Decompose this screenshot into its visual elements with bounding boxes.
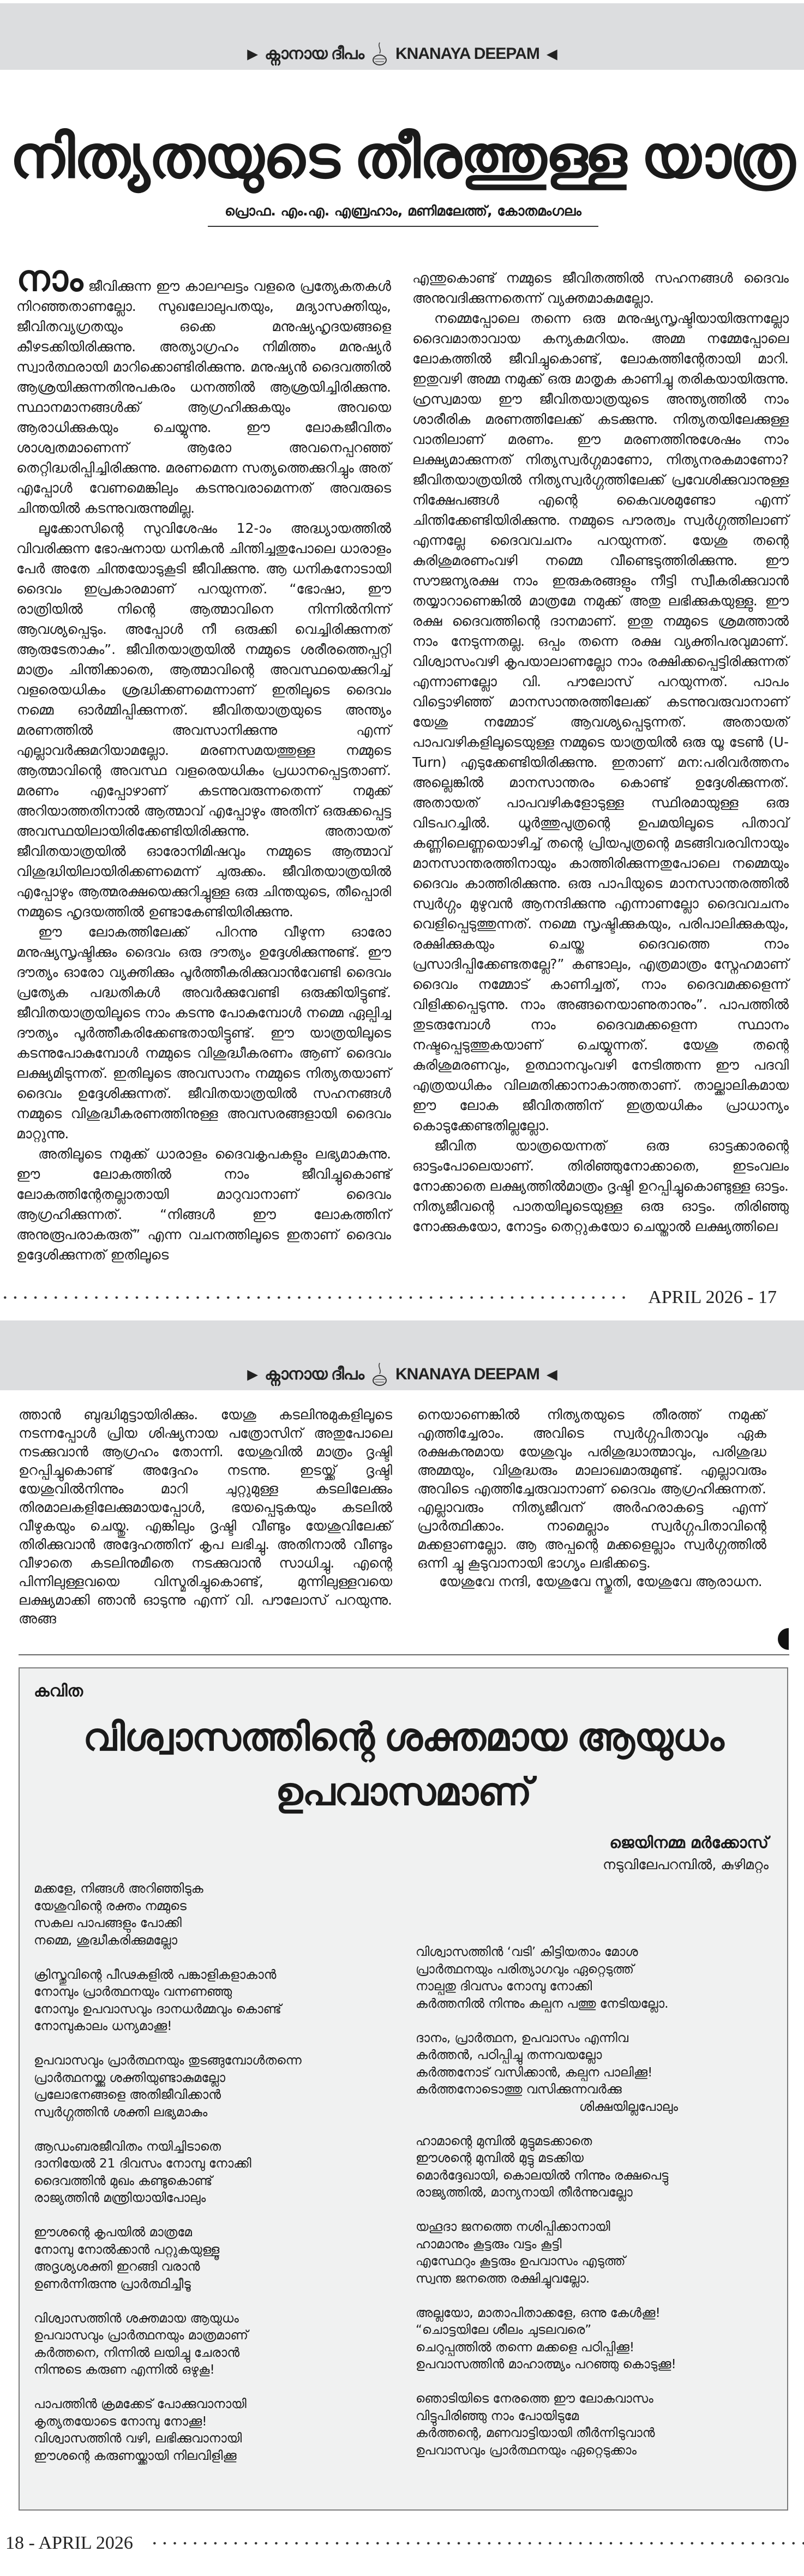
drop-cap-word: നാം: [16, 257, 83, 299]
poem-line: ചെറുപ്പത്തിൽ തന്നെ മക്കളെ പഠിപ്പിക്കൂ!: [416, 2340, 635, 2355]
paragraph: എന്തുകൊണ്ട് നമ്മുടെ ജീവിതത്തിൽ സഹനങ്ങൾ ദൈവം അനുവദിക്കുന്നതെന്ന് വ്യക്തമാകുമല്ലോ.: [412, 270, 789, 306]
paragraph: ജീവിത യാത്രയെന്നത് ഒരു ഓട്ടക്കാരന്റെ ഓട്ടംപോലെയാണ്. തിരിഞ്ഞുനോക്കാതെ, ഇടംവലം നോക്കാതെ ലക്ഷ്യത്തിൽമാത്രം ദൃഷ്ടി ഉറപ്പിച്ചുകൊണ്ടുള്ള ഓട്ടം. നിത്യജീവന്റെ പാതയിലൂടെയുള്ള ഒരു ഓട്ടം. തിരിഞ്ഞു നോക്കുകയോ, നോട്ടം തെറ്റുകയോ ചെയ്താൽ ലക്ഷ്യത്തിലെ: [412, 1138, 789, 1234]
poem-section-label: കവിത: [34, 1682, 83, 1701]
page1-footer: APRIL 2026 - 17: [648, 1287, 777, 1307]
poem-stanza: [416, 2305, 765, 2374]
poem-line: നിന്നുടെ കരുണ എന്നിൽ ഒഴുകൂ!: [34, 2363, 215, 2377]
poem-stanza: [34, 2396, 394, 2465]
page2-columns: [19, 1406, 804, 1628]
paragraph-text: ജീവിക്കുന്ന ഈ കാലഘട്ടം വളരെ പ്രത്യേകതകൾ നിറഞ്ഞതാണല്ലോ. സുഖലോലുപതയും, മദ്യാസക്തിയും, ജീവിതവ്യഗ്രതയും ഒക്കെ മനുഷ്യഹൃദയങ്ങളെ കീഴടക്കിയിരിക്കുന്നു. അത്യാഗ്രഹം നിമിത്തം മനുഷ്യർ സ്വാർത്ഥരായി മാറിക്കൊണ്ടിരിക്കുന്നു. മനുഷ്യൻ ദൈവത്തിൽ ആശ്രയിക്കുന്നതിനുപകരം ധനത്തിൽ ആശ്രയിച്ചിരിക്കുന്നു. സ്ഥാനമാനങ്ങൾക്ക് ആഗ്രഹിക്കുകയും അവയെ ആരാധിക്കുകയും ചെയ്യുന്നു. ഈ ലോകജീവിതം ശാശ്വതമാണെന്ന് ആരോ അവനെപ്പറഞ്ഞ് തെറ്റിദ്ധരിപ്പിച്ചിരിക്കുന്നു. മരണമെന്ന സത്യത്തെക്കുറിച്ചും അത് എപ്പോൾ വേണമെങ്കിലും കടന്നുവരാമെന്നത് അവരുടെ ചിന്തയിൽ കടന്നുവരുന്നുമില്ല.: [16, 278, 391, 516]
poem-line: അല്ലയോ, മാതാപിതാക്കളേ, ഒന്നു കേൾക്കൂ!: [416, 2305, 661, 2320]
poem-line: ഈശന്റെ കരുണയ്ക്കായി നിലവിളിക്കൂ: [34, 2448, 237, 2463]
poem-line: വിശ്വാസത്തിൻ ശക്തമായ ആയുധം: [34, 2311, 239, 2326]
poem-line: പ്രാർത്ഥനയും പരിത്യാഗവും ഏറ്റെടുത്ത്: [416, 1962, 634, 1977]
poem-line: ഉപവാസവും പ്രാർത്ഥനയും ഏറ്റെടുക്കാം: [416, 2443, 637, 2458]
poem-line: സ്വർഗ്ഗത്തിൻ ശക്തി ലഭ്യമാകും: [34, 2105, 208, 2119]
poem-stanza: [34, 2224, 394, 2293]
poem-line: നോമ്പും പ്രാർത്ഥനയും വന്നണഞ്ഞു: [34, 1985, 232, 1999]
poem-stanza: [416, 2219, 765, 2287]
paragraph: നമ്മെപ്പോലെ തന്നെ ഒരു മനുഷ്യസൃഷ്ടിയായിരുന്നല്ലോ ദൈവമാതാവായ കന്യകമറിയം. അമ്മ നമ്മേപ്പോലെ ലോകത്തിൽ ജീവിച്ചുകൊണ്ട്, ലോകത്തിന്റേതായി മാറി. ഇതുവഴി അമ്മ നമുക്ക് ഒരു മാതൃക കാണിച്ചു തരികയായിരുന്നു. ഹ്രസ്വമായ ഈ ജീവിതയാത്രയുടെ അന്ത്യത്തിൽ നാം ശാരീരിക മരണത്തിലേക്ക് കടക്കുന്നു. നിത്യതയിലേക്കുള്ള വാതിലാണ് മരണം. ഈ മരണത്തിനുശേഷം നാം ലക്ഷ്യമാക്കുന്നത് നിത്യസ്വർഗ്ഗമാണോ, നിത്യനരകമാണോ? ജീവിതയാത്രയിൽ നിത്യസ്വർഗ്ഗത്തിലേക്ക് പ്രവേശിക്കുവാനുള്ള നിക്ഷേപങ്ങൾ എന്റെ കൈവശമുണ്ടോ എന്ന് ചിന്തിക്കേണ്ടിയിരിക്കുന്നു. നമ്മുടെ പൗരത്വം സ്വർഗ്ഗത്തിലാണ് എന്നല്ലേ ദൈവവചനം പറയുന്നത്. യേശു തന്റെ കുരിശുമരണംവഴി നമ്മെ വീണ്ടെടുത്തിരിക്കുന്നു. ഈ സൗജന്യരക്ഷ നാം ഇരുകരങ്ങളും നീട്ടി സ്വീകരിക്കുവാൻ തയ്യാറാണെങ്കിൽ മാത്രമേ നമുക്ക് അതു ലഭിക്കുകയുള്ളു. ഈ രക്ഷ ദൈവത്തിന്റെ ദാനമാണ്. ഇതു നമ്മുടെ ശ്രമത്താൽ നാം നേടുന്നതല്ല. ഒപ്പം തന്നെ രക്ഷ വ്യക്തിപരവുമാണ്. വിശ്വാസംവഴി കൃപയാലാണല്ലോ നാം രക്ഷിക്കപ്പെട്ടിരിക്കുന്നത് എന്നാണല്ലോ വി. പൗലോസ് പറയുന്നത്. പാപം വിട്ടൊഴിഞ്ഞ് മാനസാന്തരത്തിലേക്ക് കടന്നുവരുവാനാണ് യേശു നമ്മോട് ആവശ്യപ്പെടുന്നത്. അതായത് പാപവഴികളിലൂടെയുള്ള നമ്മുടെ യാത്രയിൽ ഒരു യൂ ടേൺ (U- Turn) എടുക്കേണ്ടിയിരിക്കുന്നു. ഇതാണ് മന:പരിവർത്തനം അല്ലെങ്കിൽ മാനസാന്തരം കൊണ്ട് ഉദ്ദേശിക്കുന്നത്. അതായത് പാപവഴികളോടുള്ള സ്ഥിരമായുള്ള ഒരു വിടപറച്ചിൽ. ധൂർത്തുപുത്രന്റെ ഉപമയിലൂടെ പിതാവ് കണ്ണിലെണ്ണയൊഴിച്ച് തന്റെ പ്രിയപുത്രന്റെ മടങ്ങിവരവിനായും മാനസാന്തരത്തിനായും കാത്തിരിക്കുന്നതുപോലെ നമ്മെയും ദൈവം കാത്തിരിക്കുന്നു. ഒരു പാപിയുടെ മാനസാന്തരത്തിൽ സ്വർഗ്ഗം മുഴുവൻ ആനന്ദിക്കുന്നു എന്നാണല്ലോ ദൈവവചനം വെളിപ്പെടുത്തുന്നത്. നമ്മെ സൃഷ്ടിക്കുകയും, പരിപാലിക്കുകയും, രക്ഷിക്കുകയും ചെയ്ത ദൈവത്തെ നാം പ്രസാദിപ്പിക്കേണ്ടതല്ലേ?” കണ്ടാലും, എത്രമാത്രം സ്നേഹമാണ് ദൈവം നമ്മോട് കാണിച്ചത്, നാം ദൈവമക്കളെന്ന് വിളിക്കപ്പെടുന്നു. നാം അങ്ങനെയാണുതാനും”. പാപത്തിൽ തുടരുമ്പോൾ നാം ദൈവമക്കളെന്ന സ്ഥാനം നഷ്ടപ്പെടുത്തുകയാണ് ചെയ്യുന്നത്. യേശു തന്റെ കുരിശുമരണവും, ഉത്ഥാനവുംവഴി നേടിത്തന്ന ഈ പദവി എത്രയധികം വിലമതിക്കാനാകാത്തതാണ്. താല്ക്കാലികമായ ഈ ലോക ജീവിതത്തിന് ഇത്രയധികം പ്രാധാന്യം കൊടുക്കേണ്ടതില്ലല്ലോ.: [412, 310, 789, 1133]
paragraph: ലൂക്കോസിന്റെ സുവിശേഷം 12-ാം അദ്ധ്യായത്തിൽ വിവരിക്കുന്ന ഭോഷനായ ധനികൻ ചിന്തിച്ചതുപോലെ ധാരാളം പേർ അതേ ചിന്തയോടുകൂടി ജീവിക്കുന്നു. ആ ധനികനോടായി ദൈവം ഇപ്രകാരമാണ് പറയുന്നത്. “ഭോഷാ, ഈ രാത്രിയിൽ നിന്റെ ആത്മാവിനെ നിന്നിൽനിന്ന് ആവശ്യപ്പെടും. അപ്പോൾ നീ ഒരുക്കി വെച്ചിരിക്കുന്നത് ആരുടേതാകും”. ജീവിതയാത്രയിൽ നമ്മുടെ ശരീരത്തെപ്പറ്റി മാത്രം ചിന്തിക്കാതെ, ആത്മാവിന്റെ അവസ്ഥയെക്കുറിച്ച് വളരെയധികം ശ്രദ്ധിക്കണമെന്നാണ് ഇതിലൂടെ ദൈവം നമ്മെ ഓർമ്മിപ്പിക്കുന്നത്. ജീവിതയാത്രയുടെ അന്ത്യം മരണത്തിൽ അവസാനിക്കുന്നു എന്ന് എല്ലാവർക്കുമറിയാമല്ലോ. മരണസമയത്തുള്ള നമ്മുടെ ആത്മാവിന്റെ അവസ്ഥ വളരെയധികം പ്രധാനപ്പെട്ടതാണ്. മരണം എപ്പോഴാണ് കടന്നുവരുന്നതെന്ന് നമുക്ക് അറിയാത്തതിനാൽ ആത്മാവ് എപ്പോഴും അതിന് ഒരുക്കപ്പെട്ട അവസ്ഥയിലായിരിക്കേണ്ടിയിരിക്കുന്നു. അതായത് ജീവിതയാത്രയിൽ ഓരോനിമിഷവും നമ്മുടെ ആത്മാവ് വിശുദ്ധിയിലായിരിക്കണമെന്ന് ചുരുക്കം. ജീവിതയാത്രയിൽ എപ്പോഴും ആത്മരക്ഷയെക്കുറിച്ചുള്ള ഒരു ചിന്തയുടെ, തീപ്പൊരി നമ്മുടെ ഹൃദയത്തിൽ ഉണ്ടാകേണ്ടിയിരിക്കുന്നു.: [16, 520, 391, 920]
poem-stanza: [416, 2133, 765, 2202]
end-mark: [778, 1628, 789, 1650]
poem-line: പ്രലോഭനങ്ങളെ അതിജീവിക്കാൻ: [34, 2088, 221, 2102]
poem-line: കർത്തനിൽ നിന്നും കല്പന പത്തു നേടിയല്ലോ.: [416, 1996, 669, 2011]
poem-stanza: [416, 1944, 765, 2013]
poem-line: വിട്ടുപിരിഞ്ഞു നാം പോയിടുമേ: [416, 2409, 579, 2423]
poem-stanza: [416, 2391, 765, 2459]
poem-line: സ്വന്ത ജനത്തെ രക്ഷിച്ചുവല്ലോ.: [416, 2271, 590, 2286]
poem-stanza: [34, 2052, 394, 2121]
page1-masthead: [248, 41, 557, 70]
paragraph: നെയാണെങ്കിൽ നിത്യതയുടെ തീരത്ത് നമുക്ക് എത്തിച്ചേരാം. അവിടെ സ്വർഗ്ഗപിതാവും ഏക രക്ഷകനുമായ യേശുവും പരിശുദ്ധാത്മാവും, പരിശുദ്ധ അമ്മയും, വിശുദ്ധരും മാലാഖമാരുമുണ്ട്. എല്ലാവരും അവിടെ എത്തിച്ചേരുവാനാണ് ദൈവം ആഗ്രഹിക്കുന്നത്. എല്ലാവരും നിത്യജീവന് അർഹരാകട്ടെ എന്ന് പ്രാർത്ഥിക്കാം. നാമെല്ലാം സ്വർഗ്ഗപിതാവിന്റെ മക്കളാണല്ലോ. ആ അപ്പന്റെ മക്കളെല്ലാം സ്വർഗ്ഗത്തിൽ ഒന്നി ച്ചു കൂടുവാനായി ഭാഗ്യം ലഭിക്കട്ടെ.: [417, 1407, 766, 1571]
page2-footer-row: [0, 2527, 804, 2560]
footer-dotted-leader: [149, 2541, 804, 2545]
poem-line: ദാനിയേൽ 21 ദിവസം നോമ്പു നോക്കി: [34, 2157, 251, 2171]
poem-line: മൊർദ്ദേഖായി, കൊലയിൽ നിന്നും രക്ഷപെട്ടു: [416, 2168, 669, 2183]
poem-line: “ചൊട്ടയിലേ ശീലം ചുടലവരെ”: [416, 2323, 592, 2337]
poem-author: ജെയിനമ്മ മർക്കോസ്: [609, 1833, 769, 1852]
poem-line: ആഡംബരജീവിതം നയിച്ചിടാതെ: [34, 2139, 221, 2154]
poem-line: ഉപവാസവും പ്രാർത്ഥനയും മാത്രമാണ്: [34, 2328, 248, 2343]
poem-line: നോമ്പു നോൽക്കാൻ പറ്റുകയുള്ളൂ: [34, 2242, 220, 2257]
poem-box: [19, 1667, 788, 2511]
poem-line: യേശുവിന്റെ രക്തം നമ്മുടെ: [34, 1899, 187, 1913]
poem-line: ഹാമാനും കൂട്ടരും വട്ടം കൂട്ടി: [416, 2237, 562, 2251]
poem-stanza: [34, 2310, 394, 2379]
page1-right-column: [412, 268, 789, 1236]
masthead-english: KNANAYA DEEPAM: [395, 45, 539, 63]
poem-line: വിശ്വാസത്തിൻ വഴി, ലഭിക്കുവാനായി: [34, 2431, 242, 2446]
poem-line: നോമ്പും ഉപവാസവും ദാനധർമ്മവും കൊണ്ട്: [34, 2002, 281, 2016]
poem-line: നമ്മെ, ശുദ്ധീകരിക്കുമല്ലോ: [34, 1933, 178, 1948]
poem-stanza: [416, 2030, 765, 2116]
poem-line: നാല്പതു ദിവസം നോമ്പു നോക്കി: [416, 1979, 592, 1993]
paragraph: ത്താൻ ബുദ്ധിമുട്ടായിരിക്കും. യേശു കടലിനുമുകളിലൂടെ നടന്നപ്പോൾ പ്രിയ ശിഷ്യനായ പത്രോസിന് അതുപോലെ നടക്കുവാൻ ആഗ്രഹം തോന്നി. യേശുവിൽ മാത്രം ദൃഷ്ടി ഉറപ്പിച്ചുകൊണ്ട് അദ്ദേഹം നടന്നു. ഇടയ്ക്ക് ദൃഷ്ടി യേശുവിൽനിന്നും മാറി ചുറ്റുമുള്ള കടലിലേക്കും തിരമാലകളിലേക്കുമായപ്പോൾ, ഭയപ്പെടുകയും കടലിൽ വീഴുകയും ചെയ്തു. എങ്കിലും ദൃഷ്ടി വീണ്ടും യേശുവിലേക്ക് തിരിക്കുവാൻ അദ്ദേഹത്തിന് കൃപ ലഭിച്ചു. അതിനാൽ വീണ്ടും വീഴാതെ കടലിനുമീതെ നടക്കുവാൻ സാധിച്ചു. എന്റെ പിന്നിലുള്ളവയെ വിസ്മരിച്ചുകൊണ്ട്, മുന്നിലുള്ളവയെ ലക്ഷ്യമാക്കി ഞാൻ ഓടുന്നു എന്ന് വി. പൗലോസ് പറയുന്നു. അങ്ങ: [19, 1407, 392, 1626]
section-separator: [19, 1654, 789, 1655]
poem-line: ഈശന്റെ കൃപയിൽ മാത്രമേ: [34, 2225, 192, 2239]
poem-line: കർത്തനോട് വസിക്കാൻ, കല്പന പാലിക്കൂ!: [416, 2065, 653, 2080]
poem-line: പ്രാർത്ഥനയ്ക്കു ശക്തിയുണ്ടാകുമല്ലോ: [34, 2070, 225, 2085]
oil-lamp-icon: [371, 41, 388, 67]
poem-line: കർത്തന്റെ, മണവാട്ടിയായി തീർന്നിടുവാൻ: [416, 2426, 655, 2440]
page2-left-column: [19, 1406, 392, 1628]
masthead-english: KNANAYA DEEPAM: [395, 1365, 539, 1383]
paragraph: ഈ ലോകത്തിലേക്ക് പിറന്നു വീഴുന്ന ഓരോ മനുഷ്യസൃഷ്ടിക്കും ദൈവം ഒരു ദൗത്യം ഉദ്ദേശിക്കുന്നുണ്ട്. ഈ ദൗത്യം ഓരോ വ്യക്തിക്കും പൂർത്തീകരിക്കുവാൻവേണ്ടി ദൈവം പ്രത്യേക പദ്ധതികൾ അവർക്കുവേണ്ടി ഒരുക്കിയിട്ടുണ്ട്. ജീവിതയാത്രയിലൂടെ നാം കടന്നു പോകുമ്പോൾ നമ്മെ ഏല്പിച്ച ദൗത്യം പൂർത്തീകരിക്കേണ്ടതായിട്ടുണ്ട്. ഈ യാത്രയിലൂടെ കടന്നുപോകുമ്പോൾ നമ്മുടെ വിശുദ്ധീകരണം ആണ് ദൈവം ലക്ഷ്യമിടുന്നത്. ഇതിലൂടെ അവസാനം നമ്മുടെ നിത്യതയാണ് ദൈവം ഉദ്ദേശിക്കുന്നത്. ജീവിതയാത്രയിൽ സഹനങ്ങൾ നമ്മുടെ വിശുദ്ധീകരണത്തിനുള്ള അവസരങ്ങളായി ദൈവം മാറ്റുന്നു.: [16, 924, 391, 1142]
poem-line: ഉപവാസത്തിൻ മാഹാത്മ്യം പറഞ്ഞു കൊടുക്കൂ!: [416, 2357, 676, 2371]
poem-stanza: [34, 1881, 394, 1949]
poem-line: ക്രിസ്തുവിന്റെ പീഢകളിൽ പങ്കാളികളാകാൻ: [34, 1967, 277, 1982]
closing-line: യേശുവേ നന്ദി, യേശുവേ സ്തുതി, യേശുവേ ആരാധന.: [439, 1574, 763, 1589]
article-title: നിത്യതയുടെ തീരത്തുള്ള യാത്ര: [10, 124, 794, 190]
page2-footer: 18 - APRIL 2026: [5, 2532, 133, 2553]
paragraph: അതിലൂടെ നമുക്ക് ധാരാളം ദൈവകൃപകളും ലഭ്യമാകുന്നു. ഈ ലോകത്തിൽ നാം ജീവിച്ചുകൊണ്ട് ലോകത്തിന്റേതല്ലാതായി മാറുവാനാണ് ദൈവം ആഗ്രഹിക്കുന്നത്. “നിങ്ങൾ ഈ ലോകത്തിന് അനുരൂപരാകരുത്” എന്ന വചനത്തിലൂടെ ഇതാണ് ദൈവം ഉദ്ദേശിക്കുന്നത് ഇതിലൂടെ: [16, 1146, 391, 1263]
poem-line: ഈശന്റെ മുമ്പിൽ മുട്ടു മടക്കിയ: [416, 2151, 584, 2165]
page1-header-band: [0, 3, 804, 70]
poem-line: സകല പാപങ്ങളും പോക്കി: [34, 1916, 182, 1930]
poem-line: ഉപവാസവും പ്രാർത്ഥനയും തുടങ്ങുമ്പോൾതന്നെ: [34, 2053, 302, 2068]
poem-stanza: [34, 1967, 394, 2035]
poem-left-column: [34, 1881, 394, 2482]
page2-header-band: [0, 1320, 804, 1390]
poem-line: ഉണർന്നിരുന്നു പ്രാർത്ഥിച്ചീടൂ: [34, 2277, 191, 2291]
poem-line: ഹാമാന്റെ മുമ്പിൽ മുട്ടുമടക്കാതെ: [416, 2134, 592, 2148]
poem-line: യഹൂദാ ജനത്തെ നശിപ്പിക്കാനായി: [416, 2220, 610, 2234]
page1-footer-row: [0, 1281, 804, 1314]
page1-columns: [16, 257, 804, 1265]
triangle-right-icon: ▶: [247, 1367, 257, 1382]
masthead-malayalam: ക്നാനായ ദീപം: [265, 45, 364, 63]
article-byline: പ്രൊഫ. എം.എ. എബ്രഹാം, മണിമലേത്ത്, കോതമംഗലം: [208, 202, 598, 227]
poem-line: കർത്തനെ, നിന്നിൽ ലയിച്ചു ചേരാൻ: [34, 2345, 240, 2360]
poem-line: കൃത്യതയോടെ നോമ്പു നോക്കൂ!: [34, 2414, 207, 2429]
poem-line: വിശ്വാസത്തിൻ ‘വടി’ കിട്ടിയതാം മോശ: [416, 1945, 638, 1959]
paragraph: [16, 257, 391, 518]
poem-line: നോമ്പുകാലം ധന്യമാക്കൂ!: [34, 2019, 172, 2033]
poem-line: കർത്തനോടൊത്തു വസിക്കുന്നവർക്കു: [416, 2082, 622, 2097]
poem-line: ദൈവത്തിൻ മുഖം കണ്ടുകൊണ്ട്: [34, 2173, 213, 2188]
triangle-right-icon: ▶: [247, 46, 257, 62]
page1-left-column: [16, 257, 391, 1265]
poem-author-address: നടുവിലേപറമ്പിൽ, കുഴിമറ്റം: [602, 1857, 769, 1872]
page2-masthead: [248, 1362, 557, 1390]
page2-right-column: [417, 1406, 766, 1591]
poem-columns: [34, 1881, 773, 2482]
poem-line: ശിക്ഷയില്ലപോലും: [579, 2099, 679, 2114]
poem-title: വിശ്വാസത്തിന്റെ ശക്തമായ ആയുധം ഉപവാസമാണ്: [83, 1716, 724, 1813]
poem-stanza: [34, 2139, 394, 2207]
poem-line: പാപത്തിൻ ക്രമക്കേട് പോക്കുവാനായി: [34, 2397, 247, 2411]
poem-line: ദാനം, പ്രാർത്ഥന, ഉപവാസം എന്നിവ: [416, 2031, 628, 2045]
poem-line: എസ്ഥേറും കൂട്ടരും ഉപവാസം എടുത്ത്: [416, 2254, 626, 2268]
poem-line: കർത്തൻ, പഠിപ്പിച്ചു തന്നവയല്ലോ: [416, 2048, 602, 2062]
footer-dotted-leader: [0, 1295, 632, 1300]
poem-line: രാജ്യത്തിൻ മന്ത്രിയായിപോലും: [34, 2191, 206, 2205]
oil-lamp-icon: [371, 1362, 388, 1387]
section-separator-wrap: [19, 1628, 789, 1655]
triangle-left-icon: ◀: [547, 1367, 557, 1382]
poem-right-column: [416, 1944, 765, 2477]
poem-line: അദൃശ്യശക്തി ഇറങ്ങി വരാൻ: [34, 2260, 200, 2274]
poem-line: മക്കളേ, നിങ്ങൾ അറിഞ്ഞിടുക: [34, 1882, 203, 1896]
poem-line: ഞൊടിയിടെ നേരത്തെ ഈ ലോകവാസം: [416, 2392, 653, 2406]
masthead-malayalam: ക്നാനായ ദീപം: [265, 1365, 364, 1383]
poem-line: രാജ്യത്തിൽ, മാന്യനായി തീർന്നുവല്ലോ: [416, 2185, 633, 2200]
triangle-left-icon: ◀: [547, 46, 557, 62]
